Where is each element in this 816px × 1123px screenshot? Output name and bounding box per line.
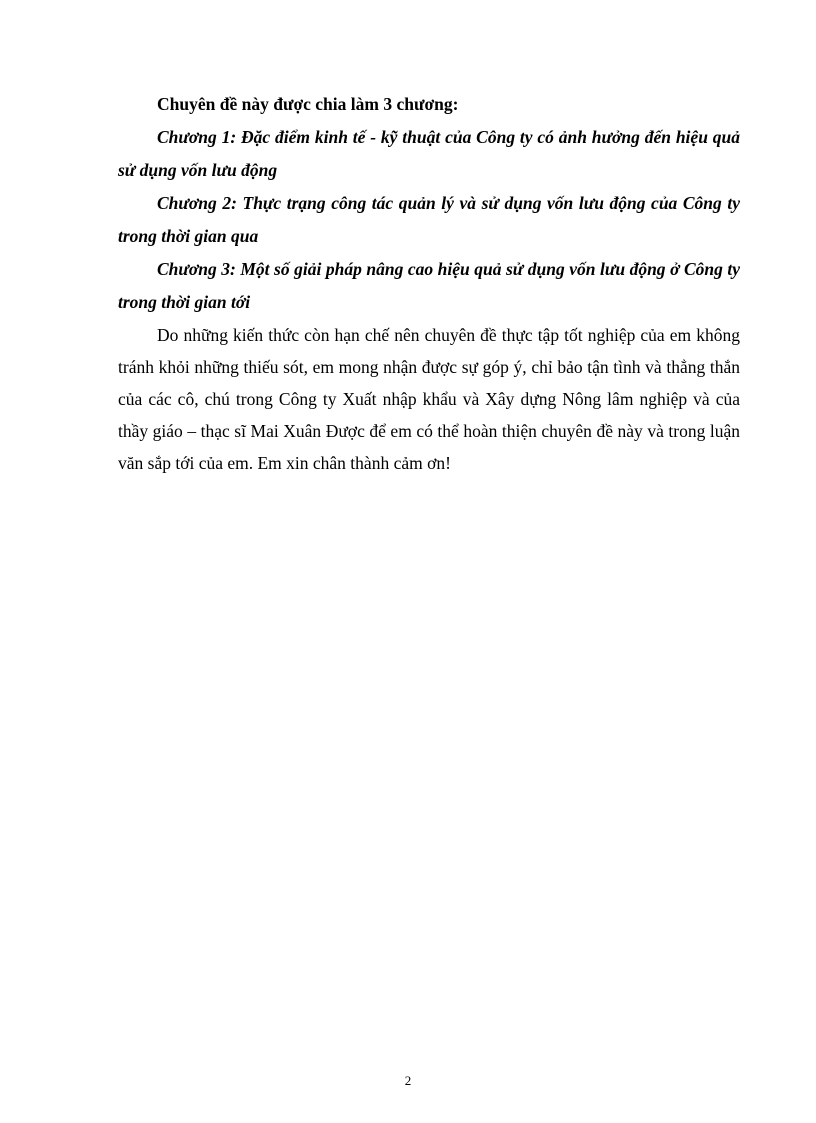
- page-content: [118, 88, 740, 479]
- chapter-3-text: Một số giải pháp nâng cao hiệu quả sử dụng vốn lưu động ở Công ty trong thời gian tới: [118, 259, 741, 312]
- closing-paragraph: Do những kiến thức còn hạn chế nên chuyên đề thực tập tốt nghiệp của em không tránh khỏi những thiếu sót, em mong nhận được sự góp ý, chỉ bảo tận tình và thẳng thắn của các cô, chú trong Công ty Xuất nhập khẩu và Xây dựng Nông lâm nghiệp và của thầy giáo – thạc sĩ Mai Xuân Được để em có thể hoàn thiện chuyên đề này và trong luận văn sắp tới của em. Em xin chân thành cảm ơn!: [118, 325, 740, 473]
- chapter-3-label: Chương 3:: [157, 259, 236, 279]
- chapter-1: [118, 121, 740, 187]
- intro-text: Chuyên đề này được chia làm 3 chương:: [157, 94, 459, 114]
- chapter-2-text: Thực trạng công tác quản lý và sử dụng vốn lưu động của Công ty trong thời gian qua: [118, 193, 740, 246]
- chapter-2-label: Chương 2:: [157, 193, 237, 213]
- chapter-2: [118, 187, 740, 253]
- intro-line: [118, 88, 740, 121]
- chapter-3: [118, 253, 740, 319]
- chapter-1-text: Đặc điểm kinh tế - kỹ thuật của Công ty có ảnh hưởng đến hiệu quả sử dụng vốn lưu động: [118, 127, 740, 180]
- page-number: 2: [404, 1073, 412, 1088]
- chapter-1-label: Chương 1:: [157, 127, 237, 147]
